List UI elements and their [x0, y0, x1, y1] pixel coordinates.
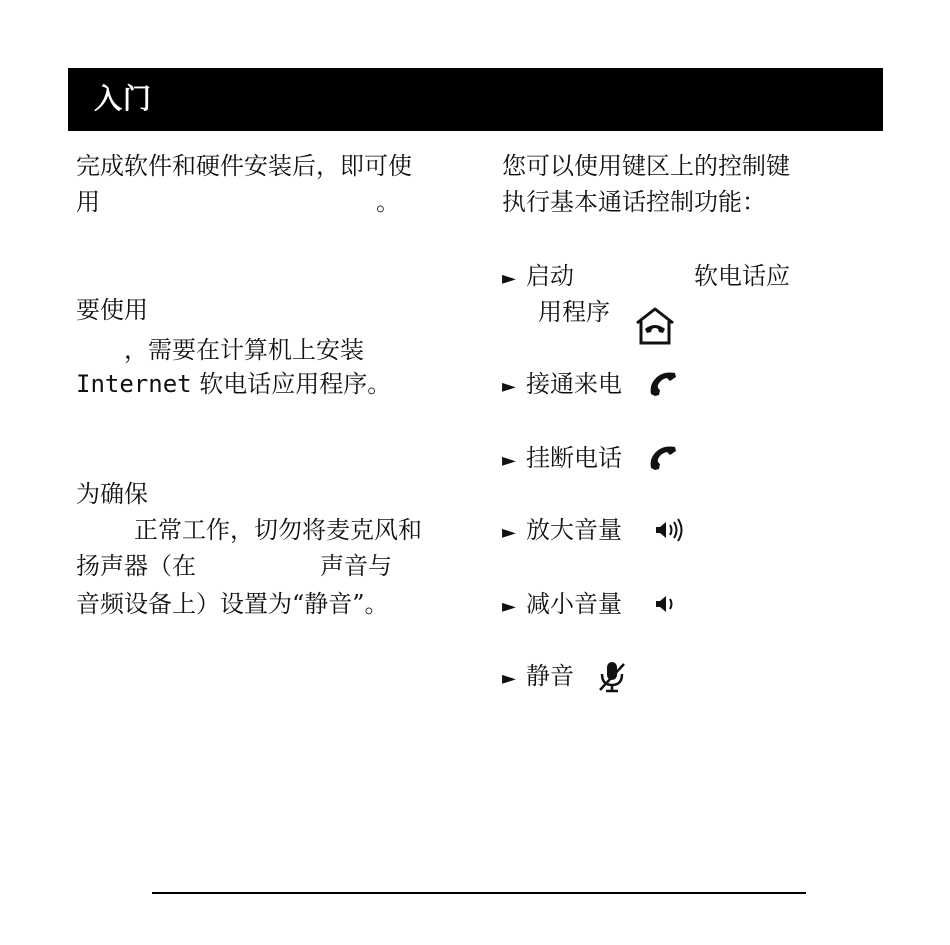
list-item-label: 放大音量 — [526, 516, 622, 544]
bullet-arrow: ► — [502, 668, 516, 689]
list-item-mute — [502, 660, 574, 695]
home-phone-icon — [634, 306, 676, 346]
left-paragraph-2-line-3 — [76, 368, 391, 400]
list-item-hang-up — [502, 442, 622, 477]
footer-divider — [152, 892, 806, 894]
bullet-arrow: ► — [502, 522, 516, 543]
phone-handset-icon — [648, 444, 678, 472]
list-item-volume-up — [502, 514, 622, 549]
left-paragraph-1-line-2-end: 。 — [376, 188, 400, 216]
right-intro-line-2: 执行基本通话控制功能： — [502, 188, 766, 216]
list-item-launch — [502, 260, 574, 295]
list-item-answer-call — [502, 368, 622, 403]
left-paragraph-2-line-2: ，需要在计算机上安装 — [124, 336, 364, 364]
section-title: 入门 — [94, 82, 153, 115]
bullet-arrow: ► — [502, 268, 516, 289]
phone-handset-icon — [648, 370, 678, 398]
bullet-arrow: ► — [502, 376, 516, 397]
list-item-launch-label-end: 软电话应 — [694, 262, 790, 290]
right-intro-line-1: 您可以使用键区上的控制键 — [502, 152, 790, 180]
bullet-arrow: ► — [502, 596, 516, 617]
list-item-label: 挂断电话 — [526, 444, 622, 472]
left-paragraph-3-line-1: 为确保 — [76, 480, 148, 508]
left-paragraph-2-line-3-rest: 软电话应用程序。 — [191, 370, 392, 398]
left-paragraph-3-line-3-start: 扬声器（在 — [76, 552, 196, 580]
left-paragraph-1-line-1: 完成软件和硬件安装后，即可使 — [76, 152, 412, 180]
left-paragraph-3-line-2: 正常工作，切勿将麦克风和 — [134, 516, 422, 544]
left-paragraph-1-line-2-start: 用 — [76, 188, 100, 216]
internet-word: Internet — [76, 370, 192, 398]
list-item-label: 接通来电 — [526, 370, 622, 398]
section-header-bar — [68, 68, 883, 131]
left-paragraph-3-line-3-end: 声音与 — [320, 552, 392, 580]
left-paragraph-3-line-4: 音频设备上）设置为“静音”。 — [76, 590, 389, 618]
mute-microphone-icon — [596, 660, 628, 694]
volume-up-icon — [654, 518, 686, 542]
list-item-label: 静音 — [526, 662, 574, 690]
list-item-launch-label-line-2: 用程序 — [538, 298, 610, 326]
left-paragraph-2-line-1: 要使用 — [76, 296, 148, 324]
bullet-arrow: ► — [502, 450, 516, 471]
list-item-volume-down — [502, 588, 622, 623]
volume-down-icon — [654, 592, 676, 616]
list-item-label: 减小音量 — [526, 590, 622, 618]
list-item-label: 启动 — [526, 262, 574, 290]
